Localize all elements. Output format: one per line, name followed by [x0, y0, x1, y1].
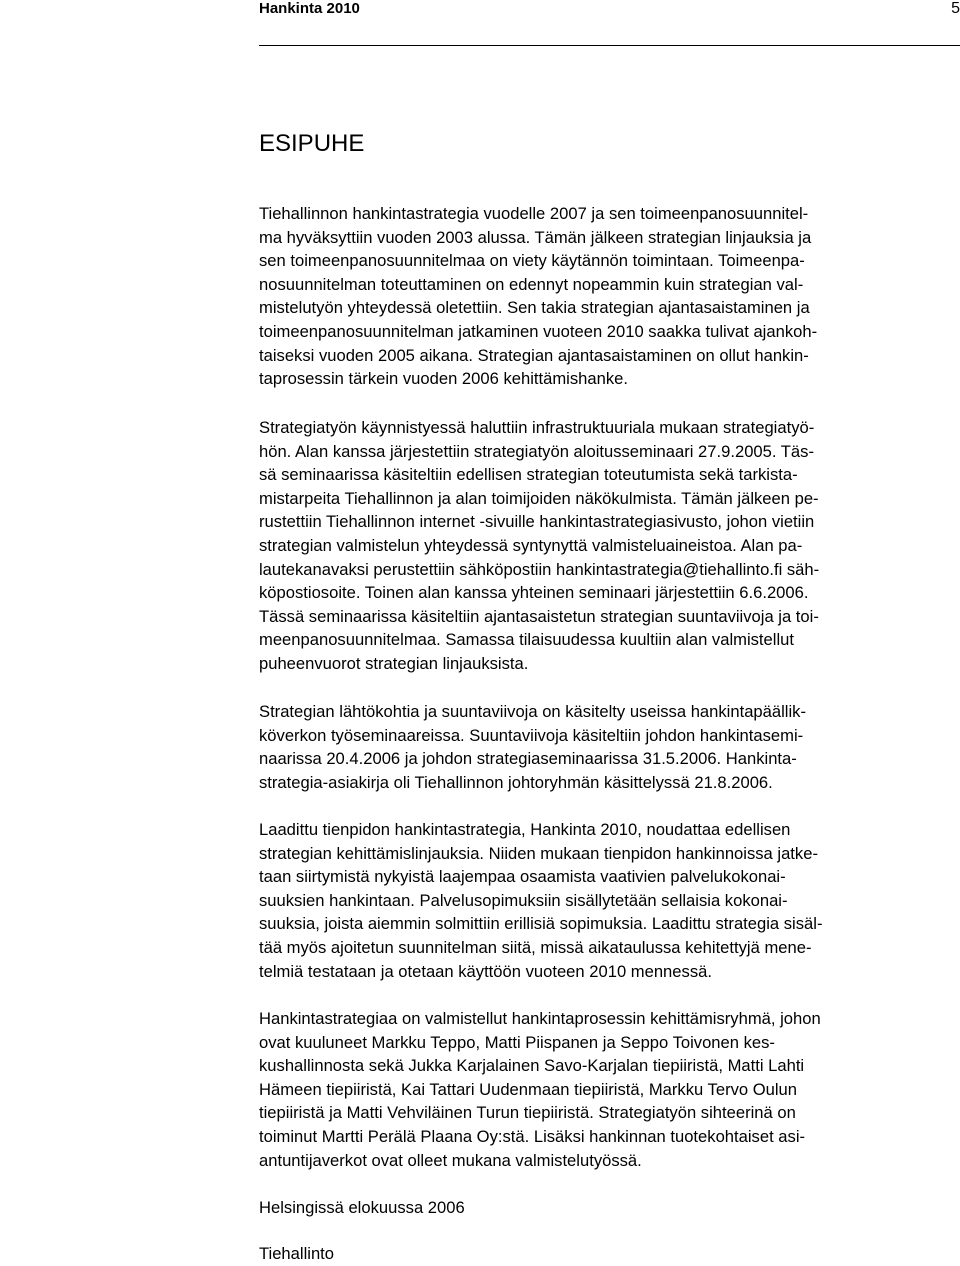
page-number: 5: [951, 0, 960, 17]
signature-place-date: Helsingissä elokuussa 2006: [259, 1198, 465, 1217]
paragraph-1: Tiehallinnon hankintastrategia vuodelle 2007 ja sen toimeenpanosuunnitel- ma hyväksyttiin vuoden 2003 alussa. Tämän jälkeen strategian linjauksia ja sen toimeenpanosuunnitelmaa on viety käytännön toimintaan. Toimeenpa- nosuunnitelman toteuttaminen on edennyt nopeammin kuin strategian val- mistelutyön yhteydessä oletettiin. Sen takia strategian ajantasaistaminen ja toimeenpanosuunnitelman jatkaminen vuoteen 2010 saakka tulivat ajankoh- taiseksi vuoden 2005 aikana. Strategian ajantasaistaminen on ollut hankin- taprosessin tärkein vuoden 2006 kehittämishanke.: [259, 204, 818, 389]
page-header: [259, 0, 960, 46]
header-divider: [259, 45, 960, 46]
section-heading: ESIPUHE: [259, 130, 365, 157]
paragraph-2: Strategiatyön käynnistyessä haluttiin infrastruktuuriala mukaan strategiatyö- hön. Alan kanssa järjestettiin strategiatyön aloitusseminaari 27.9.2005. Täs- sä seminaarissa käsiteltiin edellisen strategian toteutumista sekä tarkista- mistarpeita Tiehallinnon ja alan toimijoiden näkökulmista. Tämän jälkeen pe- rustettiin Tiehallinnon internet -sivuille hankintastrategiasivusto, johon vietiin strategian valmistelun yhteydessä syntynyttä valmisteluaineistoa. Alan pa- lautekanavaksi perustettiin sähköpostiin hankintastrategia@tiehallinto.fi säh- köpostiosoite. Toinen alan kanssa yhteinen seminaari järjestettiin 6.6.2006. Tässä seminaarissa käsiteltiin ajantasaistetun strategian suuntaviivoja ja toi- meenpanosuunnitelmaa. Samassa tilaisuudessa kuultiin alan valmistellut puheenvuorot strategian linjauksista.: [259, 418, 820, 673]
paragraph-4: Laadittu tienpidon hankintastrategia, Hankinta 2010, noudattaa edellisen strategian kehittämislinjauksia. Niiden mukaan tienpidon hankinnoissa jatke- taan siirtymistä nykyistä laajempaa osaamista vaativien palvelukokonai- suuksien hankintaan. Palvelusopimuksiin sisällytetään sellaisia kokonai- suuksia, joista aiemmin solmittiin erillisiä sopimuksia. Laadittu strategia sisäl- tää myös ajoitetun suunnitelman siitä, missä aikataulussa kehitettyjä mene- telmiä testataan ja otetaan käyttöön vuoteen 2010 mennessä.: [259, 820, 823, 981]
signature-organization: Tiehallinto: [259, 1244, 335, 1263]
paragraph-3: Strategian lähtökohtia ja suuntaviivoja on käsitelty useissa hankintapäällik- köverkon työseminaareissa. Suuntaviivoja käsiteltiin johdon hankintasemi- naarissa 20.4.2006 ja johdon strategiaseminaarissa 31.5.2006. Hankinta- strategia-asiakirja oli Tiehallinnon johtoryhmän käsittelyssä 21.8.2006.: [259, 702, 806, 792]
header-title: Hankinta 2010: [259, 0, 360, 17]
paragraph-5: Hankintastrategiaa on valmistellut hankintaprosessin kehittämisryhmä, johon ovat kuuluneet Markku Teppo, Matti Piispanen ja Seppo Toivonen kes- kushallinnosta sekä Jukka Karjalainen Savo-Karjalan tiepiiristä, Matti Lahti Hämeen tiepiiristä, Kai Tattari Uudenmaan tiepiiristä, Markku Tervo Oulun tiepiiristä ja Matti Vehviläinen Turun tiepiiristä. Strategiatyön sihteerinä on toiminut Martti Perälä Plaana Oy:stä. Lisäksi hankinnan tuotekohtaiset asi- antuntijaverkot ovat olleet mukana valmistelutyössä.: [259, 1009, 821, 1170]
